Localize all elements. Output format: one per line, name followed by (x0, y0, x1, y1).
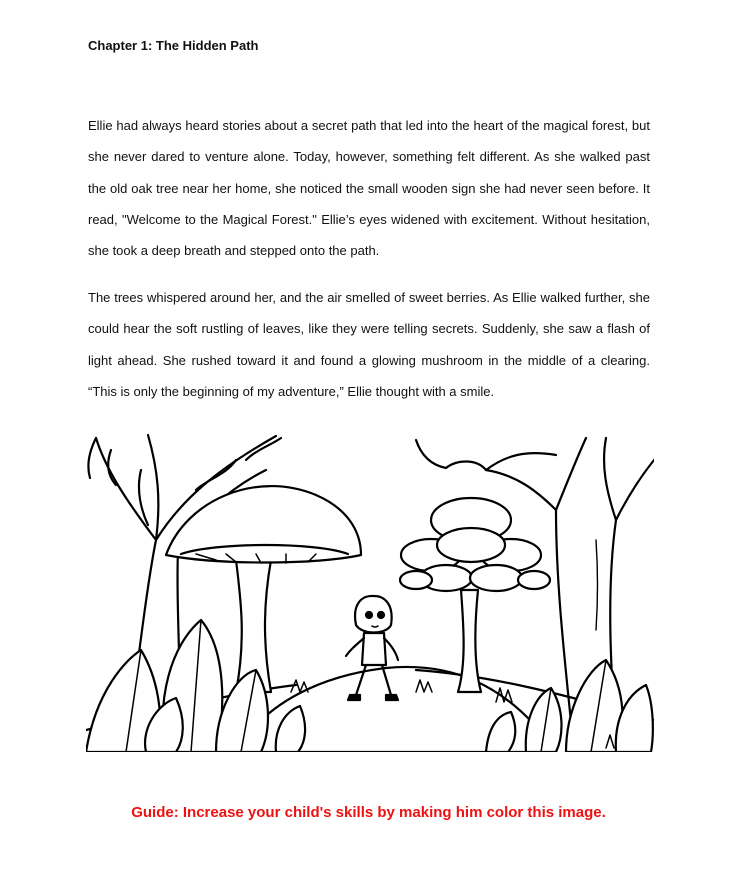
story-paragraph-1: Ellie had always heard stories about a secret path that led into the heart of the magical forest, but she never dared to venture alone. Today, however, something felt different. As she walked past the old oak tree near her home, she noticed the small wooden sign she had never seen before. It read, "Welcome to the Magical Forest." Ellie’s eyes widened with excitement. Without hesitation, she took a deep breath and stepped onto the path. (88, 118, 650, 259)
chapter-title: Chapter 1: The Hidden Path (88, 38, 259, 53)
mushroom-tree (400, 498, 550, 692)
coloring-illustration (86, 430, 654, 752)
story-paragraph-2: The trees whispered around her, and the air smelled of sweet berries. As Ellie walked further, she could hear the soft rustling of leaves, like they were telling secrets. Suddenly, she saw a flash of light ahead. She rushed toward it and found a glowing mushroom in the middle of a clearing. “This is only the beginning of my adventure,” Ellie thought with a smile. (88, 290, 650, 399)
coloring-guide: Guide: Increase your child's skills by making him color this image. (131, 804, 606, 821)
